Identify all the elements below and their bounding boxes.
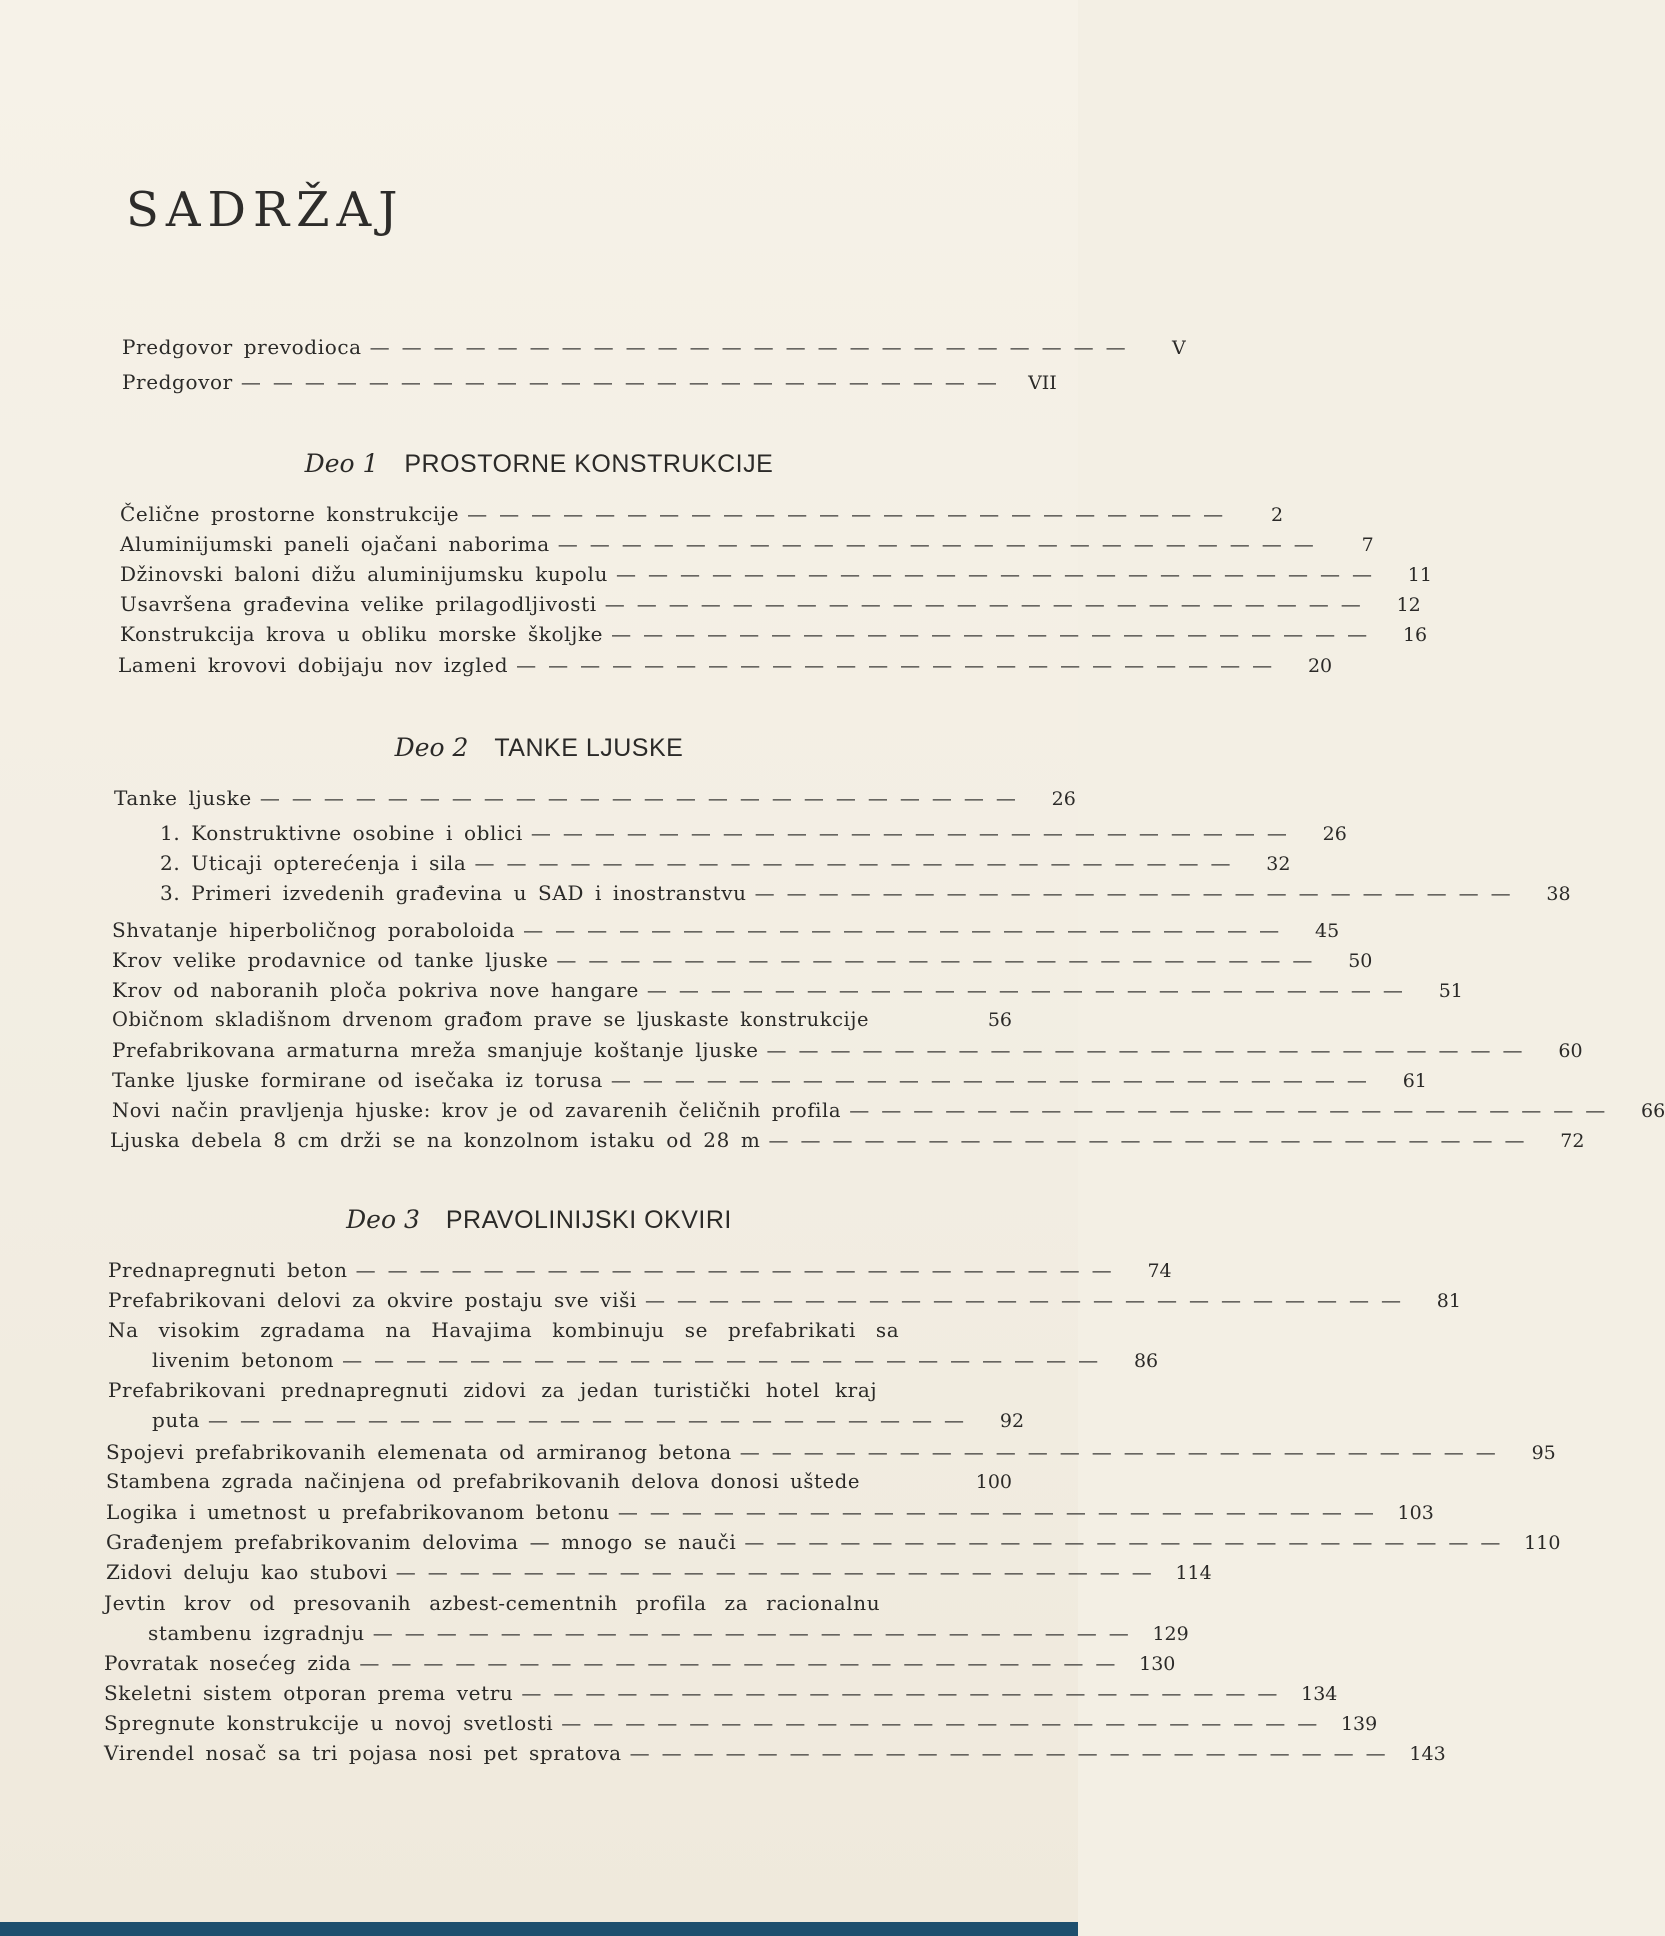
entry-page: 61 [1402, 1070, 1427, 1092]
entry-page: 110 [1524, 1532, 1561, 1554]
entry-page: 66 [1641, 1100, 1665, 1122]
toc-entry[interactable] [112, 1005, 1012, 1035]
entry-page: 134 [1301, 1683, 1338, 1705]
toc-entry[interactable] [120, 619, 1428, 649]
toc-entry[interactable] [108, 1375, 1012, 1405]
entry-page: 20 [1307, 655, 1333, 677]
entry-label: Jevtin krov od presovanih azbest-cementnih profila za racionalnu [104, 1591, 881, 1615]
entry-label: Džinovski baloni dižu aluminijumsku kupolu [120, 562, 608, 586]
entry-label: Lameni krovovi dobijaju nov izgled [118, 653, 509, 677]
entry-label: Stambena zgrada načinjena od prefabrikovanih delova donosi uštede [106, 1470, 861, 1493]
toc-entry[interactable] [112, 1065, 1427, 1095]
toc-entry[interactable] [112, 975, 1463, 1005]
entry-label: Prednapregnuti beton [108, 1258, 348, 1282]
entry-label: 1. Konstruktivne osobine i oblici [160, 821, 523, 845]
toc-entry[interactable] [122, 332, 1186, 362]
toc-entry[interactable] [160, 818, 1347, 848]
entry-label: Građenjem prefabrikovanim delovima — mnogo se nauči [106, 1530, 737, 1554]
dash-leader: ———————————————————————— [754, 881, 1523, 905]
toc-entry-continued[interactable] [108, 1405, 1025, 1435]
entry-page: 51 [1438, 980, 1463, 1002]
toc-entry[interactable] [160, 878, 1571, 908]
dash-leader: ———————————————————————— [516, 653, 1285, 677]
toc-entry[interactable] [112, 945, 1373, 975]
dash-leader: ———————————————————————— [342, 1348, 1111, 1372]
toc-entry[interactable] [108, 1315, 1012, 1345]
toc-entry[interactable] [106, 1527, 1561, 1557]
toc-entry[interactable] [112, 915, 1340, 945]
entry-page: 11 [1407, 564, 1432, 586]
entry-label: Konstrukcija krova u obliku morske školjke [120, 622, 604, 646]
dash-leader: ———————————————————————— [615, 562, 1384, 586]
entry-label: Predgovor [122, 370, 233, 394]
toc-entry[interactable] [120, 559, 1432, 589]
entry-label: Prefabrikovana armaturna mreža smanjuje koštanje ljuske [112, 1038, 759, 1062]
part-heading [0, 1202, 1078, 1238]
toc-entry[interactable] [104, 1678, 1338, 1708]
entry-page: 16 [1402, 624, 1428, 646]
toc-entry[interactable] [106, 1467, 1012, 1497]
entry-page: 86 [1133, 1350, 1159, 1372]
entry-label: Skeletni sistem otporan prema vetru [104, 1681, 514, 1705]
toc-entry[interactable] [106, 1497, 1434, 1527]
entry-label: Tanke ljuske formirane od isečaka iz torusa [112, 1068, 603, 1092]
entry-label: Krov velike prodavnice od tanke ljuske [112, 948, 549, 972]
dash-leader: ———————————————————————— [646, 978, 1415, 1002]
toc-entry[interactable] [106, 1557, 1212, 1587]
entry-page: 114 [1175, 1562, 1212, 1584]
page-title: SADRŽAJ [126, 182, 405, 238]
entry-label: Novi način pravljenja hjuske: krov je od zavarenih čeličnih profila [112, 1099, 842, 1122]
entry-label: Virendel nosač sa tri pojasa nosi pet spratova [104, 1741, 622, 1765]
entry-page: 95 [1531, 1442, 1556, 1464]
entry-page: 32 [1266, 853, 1291, 875]
entry-label: Spregnute konstrukcije u novoj svetlosti [104, 1711, 554, 1735]
part-title: TANKE LJUSKE [494, 734, 684, 762]
toc-entry[interactable] [114, 783, 1076, 813]
toc-entry[interactable] [160, 848, 1291, 878]
entry-label: Krov od naboranih ploča pokriva nove hangare [112, 978, 639, 1002]
entry-label: Na visokim zgradama na Havajima kombinuju se prefabrikati sa [108, 1318, 900, 1342]
toc-entry[interactable] [122, 367, 1057, 397]
toc-entry[interactable] [112, 1095, 1665, 1125]
entry-label: Običnom skladišnom drvenom građom prave se ljuskaste konstrukcije [112, 1008, 870, 1031]
dash-leader: ———————————————————————— [355, 1258, 1124, 1282]
toc-entry[interactable] [112, 1035, 1583, 1065]
toc-entry[interactable] [108, 1285, 1461, 1315]
dash-leader: ———————————————————————— [359, 1651, 1128, 1675]
toc-entry-continued[interactable] [108, 1345, 1159, 1375]
dash-leader: ———————————————————————— [556, 948, 1325, 972]
toc-entry[interactable] [120, 589, 1421, 619]
entry-page: 100 [975, 1471, 1012, 1493]
dash-leader: ———————————————————————— [557, 532, 1326, 556]
dash-leader: ———————————————————————— [766, 1038, 1535, 1062]
entry-label: 3. Primeri izvedenih građevina u SAD i inostranstvu [160, 881, 747, 905]
part-heading [0, 446, 1078, 482]
entry-page: 12 [1396, 594, 1421, 616]
entry-page: 56 [987, 1009, 1012, 1031]
toc-entry[interactable] [110, 1125, 1585, 1155]
toc-entry[interactable] [108, 1255, 1172, 1285]
entry-label: Prefabrikovani prednapregnuti zidovi za jedan turistički hotel kraj [108, 1378, 878, 1402]
dash-leader: ———————————————————————— [395, 1560, 1164, 1584]
dash-leader: ———————————————————————— [561, 1711, 1330, 1735]
entry-page: 26 [1322, 823, 1347, 845]
toc-entry[interactable] [104, 1738, 1446, 1768]
bottom-edge-bar [0, 1922, 1078, 1936]
entry-page: 7 [1361, 534, 1374, 556]
entry-page: 129 [1152, 1623, 1189, 1645]
entry-label: Predgovor prevodioca [122, 335, 362, 359]
entry-label: stambenu izgradnju [148, 1621, 365, 1645]
toc-entry[interactable] [120, 499, 1284, 529]
entry-label: Ljuska debela 8 cm drži se na konzolnom istaku od 28 m [110, 1128, 761, 1152]
part-number: Deo 1 [304, 449, 379, 478]
dash-leader: ———————————————————————— [849, 1098, 1618, 1122]
entry-label: 2. Uticaji opterećenja i sila [160, 851, 467, 875]
entry-page: 38 [1546, 883, 1571, 905]
entry-label: puta [152, 1408, 201, 1432]
part-heading [0, 730, 1078, 766]
part-number: Deo 3 [346, 1205, 420, 1234]
entry-page: VII [1028, 372, 1057, 394]
entry-page: V [1171, 337, 1186, 359]
entry-label: Aluminijumski paneli ojačani naborima [120, 532, 550, 556]
entry-page: 60 [1558, 1040, 1583, 1062]
entry-label: Spojevi prefabrikovanih elemenata od armiranog betona [106, 1440, 732, 1464]
entry-page: 130 [1139, 1653, 1176, 1675]
part-title: PROSTORNE KONSTRUKCIJE [404, 450, 774, 478]
entry-page: 139 [1340, 1713, 1378, 1735]
dash-leader: ———————————————————————— [521, 1681, 1290, 1705]
toc-entry[interactable] [104, 1648, 1176, 1678]
toc-entry[interactable] [118, 650, 1333, 680]
dash-leader: ———————————————————————— [604, 592, 1373, 616]
entry-page: 103 [1397, 1502, 1434, 1524]
entry-page: 26 [1051, 788, 1076, 810]
toc-entry[interactable] [104, 1588, 1012, 1618]
dash-leader: ———————————————————————— [629, 1741, 1398, 1765]
toc-entry[interactable] [120, 529, 1374, 559]
dash-leader: ———————————————————————— [744, 1530, 1513, 1554]
entry-page: 92 [999, 1410, 1025, 1432]
entry-label: Povratak nosećeg zida [104, 1651, 352, 1675]
entry-label: Čelične prostorne konstrukcije [120, 502, 460, 526]
entry-label: Logika i umetnost u prefabrikovanom betonu [106, 1500, 610, 1524]
entry-label: Zidovi deluju kao stubovi [106, 1560, 388, 1584]
toc-entry[interactable] [106, 1437, 1556, 1467]
dash-leader: ———————————————————————— [372, 1621, 1141, 1645]
entry-page: 143 [1409, 1743, 1446, 1765]
dash-leader: ———————————————————————— [208, 1408, 977, 1432]
dash-leader: ———————————————————————— [768, 1128, 1537, 1152]
entry-page: 2 [1271, 504, 1284, 526]
dash-leader: ———————————————————————— [467, 502, 1236, 526]
part-title: PRAVOLINIJSKI OKVIRI [445, 1206, 732, 1234]
dash-leader: ———————————————————————— [259, 786, 1028, 810]
entry-label: Shvatanje hiperboličnog poraboloida [112, 918, 516, 942]
entry-page: 74 [1147, 1260, 1172, 1282]
entry-label: livenim betonom [152, 1348, 335, 1372]
dash-leader: ———————————————————————— [523, 918, 1292, 942]
toc-entry-continued[interactable] [104, 1618, 1189, 1648]
entry-label: Prefabrikovani delovi za okvire postaju sve viši [108, 1288, 637, 1312]
dash-leader: ———————————————————————— [644, 1288, 1413, 1312]
dash-leader: ———————————————————————— [610, 1068, 1379, 1092]
entry-page: 72 [1560, 1130, 1585, 1152]
dash-leader: ———————————————————————— [530, 821, 1299, 845]
entry-page: 81 [1436, 1290, 1461, 1312]
dash-leader: ———————————————————————— [739, 1440, 1508, 1464]
dash-leader: ———————————————————————— [240, 370, 1009, 394]
dash-leader: ———————————————————————— [474, 851, 1243, 875]
dash-leader: ———————————————————————— [611, 622, 1380, 646]
part-number: Deo 2 [394, 733, 469, 762]
entry-label: Tanke ljuske [114, 786, 252, 810]
toc-entry[interactable] [104, 1708, 1378, 1738]
dash-leader: ———————————————————————— [617, 1500, 1386, 1524]
entry-page: 45 [1314, 920, 1340, 942]
entry-page: 50 [1348, 950, 1373, 972]
dash-leader: ———————————————————————— [369, 335, 1138, 359]
entry-label: Usavršena građevina velike prilagodljivosti [120, 592, 597, 616]
